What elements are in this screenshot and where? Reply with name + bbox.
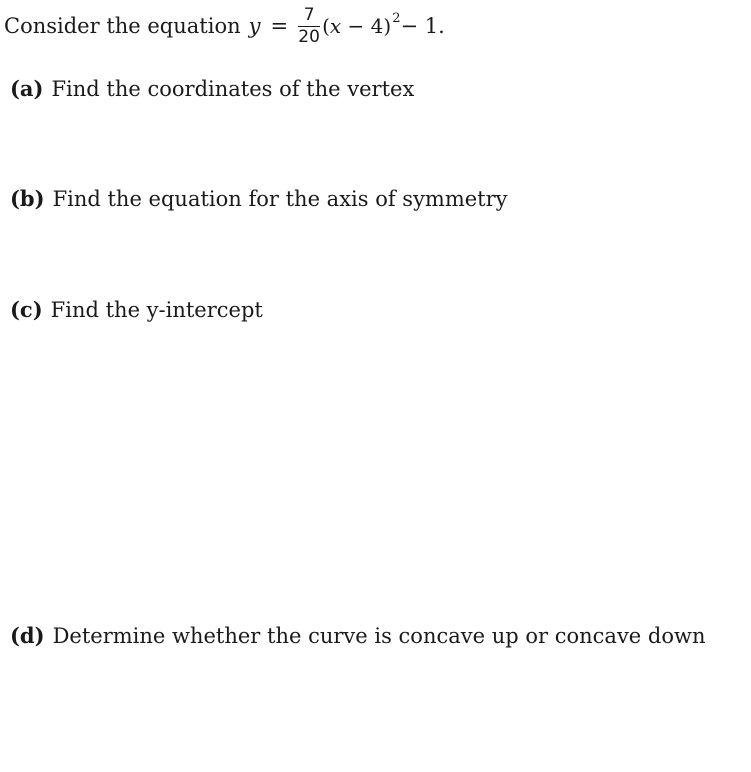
expression xyxy=(322,14,391,38)
part-a xyxy=(10,76,414,101)
part-d-text: Determine whether the curve is concave up or concave down xyxy=(52,624,706,648)
part-d-label: (d) xyxy=(10,623,45,648)
part-c-text: Find the y-intercept xyxy=(50,298,263,322)
lhs-variable: y xyxy=(248,14,261,38)
part-b xyxy=(10,186,508,211)
fraction-numerator: 7 xyxy=(303,5,315,25)
expression-open: ( xyxy=(322,14,330,38)
problem-statement xyxy=(4,6,445,46)
expression-rest: − 4) xyxy=(341,14,392,38)
part-c-label: (c) xyxy=(10,297,43,322)
equals-sign: = xyxy=(270,14,289,38)
statement-prefix: Consider the equation xyxy=(4,14,241,38)
statement-tail: − 1. xyxy=(400,14,445,38)
expression-variable: x xyxy=(329,14,342,38)
exponent: 2 xyxy=(392,10,401,26)
part-a-label: (a) xyxy=(10,76,44,101)
fraction xyxy=(298,6,320,46)
part-c xyxy=(10,297,263,322)
part-a-text: Find the coordinates of the vertex xyxy=(51,77,415,101)
part-b-label: (b) xyxy=(10,186,45,211)
part-b-text: Find the equation for the axis of symmetry xyxy=(52,187,508,211)
fraction-denominator: 20 xyxy=(298,27,320,47)
part-d xyxy=(10,623,706,648)
